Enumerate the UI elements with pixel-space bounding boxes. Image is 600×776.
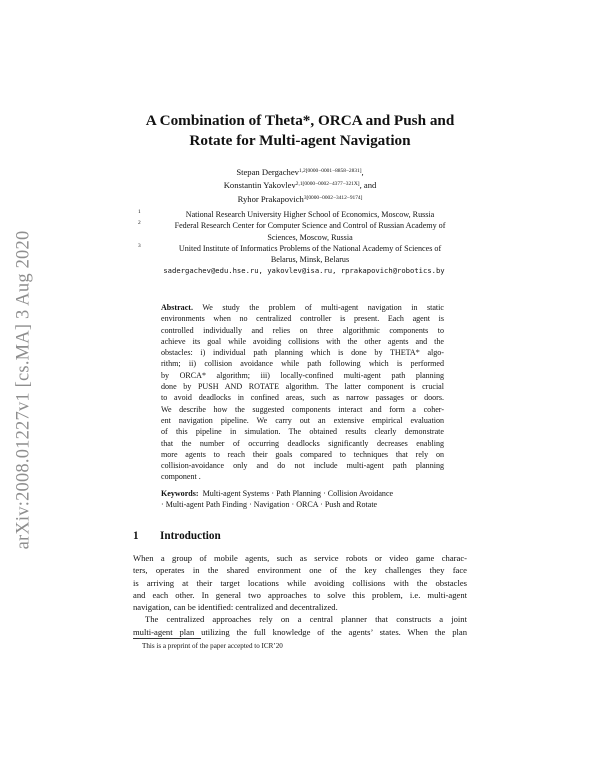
body-line: When a group of mobile agents, such as service robots or video game charac-: [133, 553, 467, 563]
abstract-line: [161, 302, 444, 313]
paper-title: [100, 111, 500, 151]
abstract-line: by ORCA* algorithm; iii) locally-confined multi-agent path planning: [161, 370, 444, 380]
affiliation-3: [138, 243, 470, 266]
abstract-line: of this pipeline in simulation. The obtained results clearly demonstrate: [161, 427, 444, 437]
body-line: and each other. In general two approaches to solve this problem, i.e. multi-agent: [133, 589, 467, 600]
affiliation-text: Sciences, Moscow, Russia: [267, 232, 353, 242]
body-line: multi-agent plan utilizing the full knowledge of the agents’ states. When the plan: [133, 626, 467, 637]
keywords: [161, 488, 444, 511]
author-name: Stepan Dergachev: [236, 167, 299, 177]
body-line: ters, operates in the shared environment one of the key challenges they face: [133, 565, 467, 576]
footnote-rule: [133, 638, 201, 639]
section-heading: [133, 530, 221, 542]
abstract: [161, 302, 444, 483]
abstract-label: Abstract.: [161, 303, 193, 312]
abstract-line: controlled individually and relies on three algorithmic components to: [161, 325, 444, 335]
abstract-line: obstacles: i) individual path planning which is done by THETA* algo-: [161, 348, 444, 358]
abstract-line: more agents to reach their goals compared to techniques that rely on: [161, 449, 444, 459]
abstract-text: We study the problem of multi-agent navigation in static: [202, 303, 444, 312]
abstract-line: done by PUSH AND ROTATE algorithm. The latter component is crucial: [161, 382, 444, 392]
affiliation-2: [138, 220, 470, 243]
affiliation-number: 1: [138, 209, 141, 215]
affiliation-1: [138, 209, 470, 220]
author-name: Konstantin Yakovlev: [223, 180, 296, 191]
title-line-2: Rotate for Multi-agent Navigation: [189, 132, 411, 149]
keywords-text: Multi-agent Systems · Path Planning · Collision Avoidance: [202, 489, 394, 498]
body-line: navigation, can be identified: centralized and decentralized.: [133, 602, 338, 613]
author-line-2: [150, 178, 450, 191]
abstract-line: achieve its goal while avoiding collisions with the other agents and the: [161, 336, 444, 346]
affiliation-text: Federal Research Center for Computer Science and Control of Russian Academy of: [174, 221, 446, 231]
affiliation-block: [138, 209, 470, 277]
author-line-3: [150, 192, 450, 205]
body-line: is arriving at their target locations while avoiding collisions with the obstacles: [133, 577, 467, 588]
affiliation-text: National Research University Higher School of Economics, Moscow, Russia: [185, 210, 435, 219]
body-line: The centralized approaches rely on a central planner that constructs a joint: [145, 614, 467, 625]
keywords-line: · Multi-agent Path Finding · Navigation · ORCA · Push and Rotate: [161, 500, 378, 510]
author-separator: ,: [361, 167, 364, 177]
title-line-1: A Combination of Theta*, ORCA and Push and: [145, 112, 455, 129]
author-line-1: [150, 165, 450, 178]
author-orcid: 1,2[0000−0001−8858−2831]: [298, 168, 362, 174]
abstract-line: environments when no centralized controller is present. Each agent is: [161, 314, 444, 324]
abstract-line: component .: [161, 472, 201, 482]
affiliation-text: United Institute of Informatics Problems of the National Academy of Sciences of: [178, 243, 442, 253]
abstract-line: collision-avoidance only and do not include multi-agent path planning: [161, 461, 444, 471]
author-list: [150, 165, 450, 205]
abstract-line: We describe how the suggested components interact and form a coher-: [161, 404, 444, 414]
author-emails: sadergachev@edu.hse.ru, yakovlev@isa.ru, rprakapovich@robotics.by: [163, 266, 445, 276]
author-orcid: 2,1[0000−0002−4377−321X]: [295, 181, 360, 188]
arxiv-stamp: [4, 190, 44, 590]
author-separator: , and: [359, 180, 377, 191]
abstract-line: ent navigation pipeline. We carry out an extensive empirical evaluation: [161, 415, 444, 425]
affiliation-number: 3: [138, 242, 141, 249]
author-orcid: 3[0000−0002−3412−9174]: [303, 194, 363, 201]
affiliation-text: Belarus, Minsk, Belarus: [270, 255, 350, 265]
abstract-line: to avoid deadlocks in confined areas, such as narrow passages or doors.: [161, 393, 444, 403]
keywords-line: [161, 488, 444, 499]
keywords-label: Keywords:: [161, 489, 199, 498]
section-number: 1: [133, 530, 139, 542]
abstract-line: rithm; ii) collision avoidance while path following which is performed: [161, 359, 444, 369]
section-title: Introduction: [160, 530, 221, 542]
author-name: Ryhor Prakapovich: [237, 193, 304, 204]
footnote: This is a preprint of the paper accepted to ICR’20: [142, 642, 283, 650]
abstract-line: that the number of occurring deadlocks significantly decreases enabling: [161, 438, 444, 448]
affiliation-number: 2: [138, 220, 141, 227]
body-text: [133, 552, 467, 638]
arxiv-stamp-text: arXiv:2008.01227v1 [cs.MA] 3 Aug 2020: [13, 230, 34, 550]
